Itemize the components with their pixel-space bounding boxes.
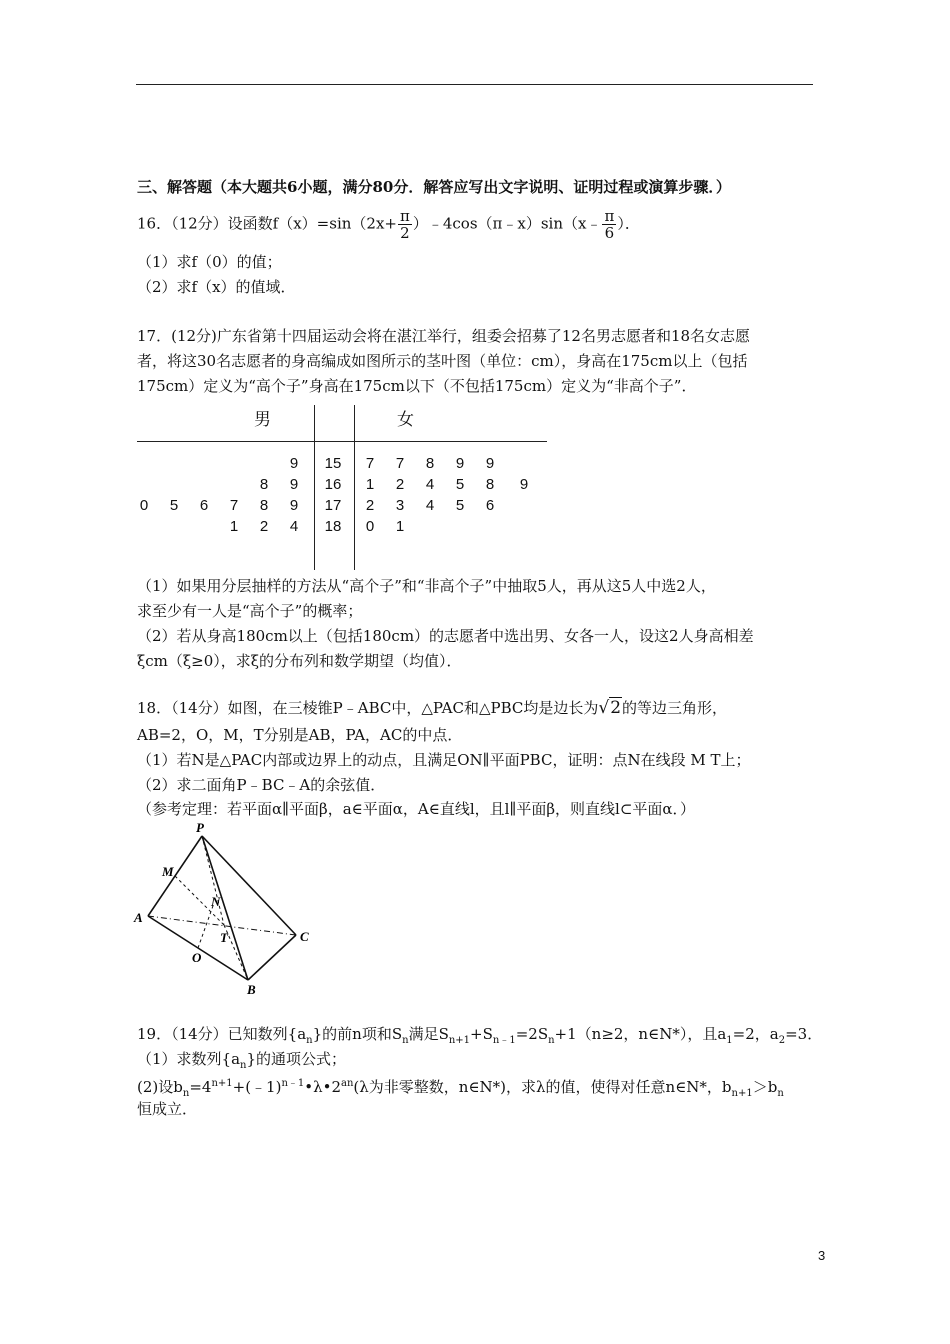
q19-text: +S [470,1025,493,1043]
male-leaf: 9 [289,476,299,493]
q19-text: (λ为非零整数，n∈N*)，求λ的值，使得对任意n∈N*，b [353,1078,732,1096]
q19-text: (2)设b [137,1078,183,1096]
plot-vertical-rule-right [354,405,355,570]
female-leaf: 9 [485,455,495,472]
q19-part1 [137,1049,346,1076]
q17-part2-a: （2）若从身高180cm以上（包括180cm）的志愿者中选出男、女各一人，设这2人身高相差 [137,627,754,645]
male-leaf: 8 [259,497,269,514]
label-M: M [162,864,174,879]
label-C: C [300,929,309,944]
q19-text: +1（n≥2，n∈N*），且a [554,1025,727,1043]
female-leaf: 2 [365,497,375,514]
q19-part2 [137,1074,784,1104]
q17-line1: 17．(12分)广东省第十四届运动会将在湛江举行，组委会招募了12名男志愿者和18名女志愿 [137,327,751,345]
female-leaf: 8 [425,455,435,472]
subscript: n [548,1035,555,1046]
edge-BC [248,935,296,980]
male-leaf: 6 [199,497,209,514]
subscript: n [306,1035,313,1046]
subscript: n [777,1088,784,1099]
male-leaf: 5 [169,497,179,514]
label-N: N [211,894,221,909]
tetrahedron-figure [130,818,330,1000]
label-P: P [196,820,204,835]
male-leaf: 0 [139,497,149,514]
q17-part1-b: 求至少有一人是“高个子”的概率； [137,602,363,620]
female-leaf: 8 [485,476,495,493]
subscript: 2 [778,1035,786,1046]
female-leaf: 0 [365,518,375,535]
sqrt-symbol: √2 [598,698,622,718]
female-leaf: 1 [395,518,405,535]
male-leaf: 7 [229,497,239,514]
q16-part1: （1）求f（0）的值； [137,253,282,271]
label-O: O [192,950,202,965]
male-leaf: 2 [259,518,269,535]
female-leaf: 6 [485,497,495,514]
q18-part1: （1）若N是△PAC内部或边界上的动点，且满足ON∥平面PBC，证明：点N在线段 M T上； [137,751,751,769]
q18-part2: （2）求二面角P﹣BC﹣A的余弦值． [137,776,386,794]
female-leaf: 9 [455,455,465,472]
q19-text: }的通项公式； [246,1050,347,1068]
q17-part2-b: ξcm（ξ≥0），求ξ的分布列和数学期望（均值）． [137,652,462,670]
q19-text: 满足S [408,1025,449,1043]
male-leaf: 1 [229,518,239,535]
subscript: n [402,1035,409,1046]
female-leaf: 3 [395,497,405,514]
female-leaf: 5 [455,497,465,514]
female-label: 女 [397,410,414,430]
segment-ON [198,903,214,948]
q16-lead: 16．（12分）设函数f（x）=sin（2x+ [137,214,397,233]
q17-line3: 175cm）定义为“高个子”身高在175cm以下（不包括175cm）定义为“非高个子”． [137,377,697,395]
subscript: n﹣1 [492,1035,516,1046]
q16-tail: ）． [617,214,640,233]
label-A: A [134,910,143,925]
subscript: n+1 [448,1035,471,1046]
q18-line1-tail: 的等边三角形， [622,699,728,717]
stem-value: 15 [324,455,342,472]
q19-text: }的前n项和S [312,1025,403,1043]
edge-PC [202,836,296,935]
female-leaf: 5 [455,476,465,493]
female-leaf: 7 [395,455,405,472]
q19-text: +(﹣1) [232,1078,282,1096]
superscript: n+1 [211,1078,233,1089]
male-leaf: 9 [289,497,299,514]
edge-PB [202,836,248,980]
q18-line1-lead: 18．（14分）如图，在三棱锥P﹣ABC中，△PAC和△PBC均是边长为 [137,699,599,717]
male-leaf: 4 [289,518,299,535]
male-leaf: 8 [259,476,269,493]
fraction-pi-over-2: $\frac{\pi}{2}$ [399,207,410,242]
q16-part2: （2）求f（x）的值域． [137,278,296,296]
stem-value: 16 [324,476,342,493]
plot-horizontal-rule [137,441,547,442]
label-B: B [247,982,256,997]
stem-value: 18 [324,518,342,535]
female-leaf: 4 [425,476,435,493]
label-T: T [220,930,228,945]
superscript: n﹣1 [281,1078,305,1089]
male-leaf: 9 [289,455,299,472]
stem-value: 17 [324,497,342,514]
q17-line2: 者，将这30名志愿者的身高编成如图所示的茎叶图（单位：cm），身高在175cm以上（包括 [137,352,748,370]
q19-text: ＞b [752,1078,778,1096]
header-rule [136,84,813,85]
segment-PT [202,836,224,925]
subscript: 1 [726,1035,733,1046]
subscript: n [182,1088,190,1099]
q18-line1 [137,698,727,718]
q17-part1-a: （1）如果用分层抽样的方法从“高个子”和“非高个子”中抽取5人，再从这5人中选2人， [137,577,716,595]
fraction-pi-over-6: $\frac{\pi}{6}$ [604,207,615,242]
q18-line2: AB=2，O，M，T分别是AB，PA，AC的中点． [137,726,463,744]
q19-text: 19．（14分）已知数列{a [137,1025,307,1043]
female-leaf: 1 [365,476,375,493]
superscript: an [341,1078,354,1089]
male-label: 男 [254,410,271,430]
q19-part2-tail: 恒成立． [137,1100,198,1118]
section-title: 三、解答题（本大题共6小题，满分80分．解答应写出文字说明、证明过程或演算步骤．） [137,178,731,196]
female-leaf: 2 [395,476,405,493]
female-leaf: 7 [365,455,375,472]
q19-text: •λ•2 [304,1078,342,1096]
female-leaf: 4 [425,497,435,514]
q18-reference: （参考定理：若平面α∥平面β，a∈平面α，A∈直线l，且l∥平面β，则直线l⊂平面α．） [137,800,696,818]
q19-text: =4 [189,1078,212,1096]
q19-text: （1）求数列{a [137,1050,241,1068]
q16-statement [137,208,640,241]
q19-text: =3． [785,1025,823,1043]
page-number: 3 [818,1248,826,1263]
q19-text: =2S [515,1025,549,1043]
q16-mid: ）﹣4cos（π﹣x）sin（x﹣ [412,214,602,233]
sqrt-radicand: 2 [610,698,622,718]
plot-vertical-rule-left [314,405,315,570]
q19-text: =2，a [732,1025,779,1043]
female-leaf: 9 [519,476,529,493]
subscript: n [240,1060,247,1071]
q19-line1 [137,1024,822,1051]
subscript: n+1 [731,1088,753,1099]
